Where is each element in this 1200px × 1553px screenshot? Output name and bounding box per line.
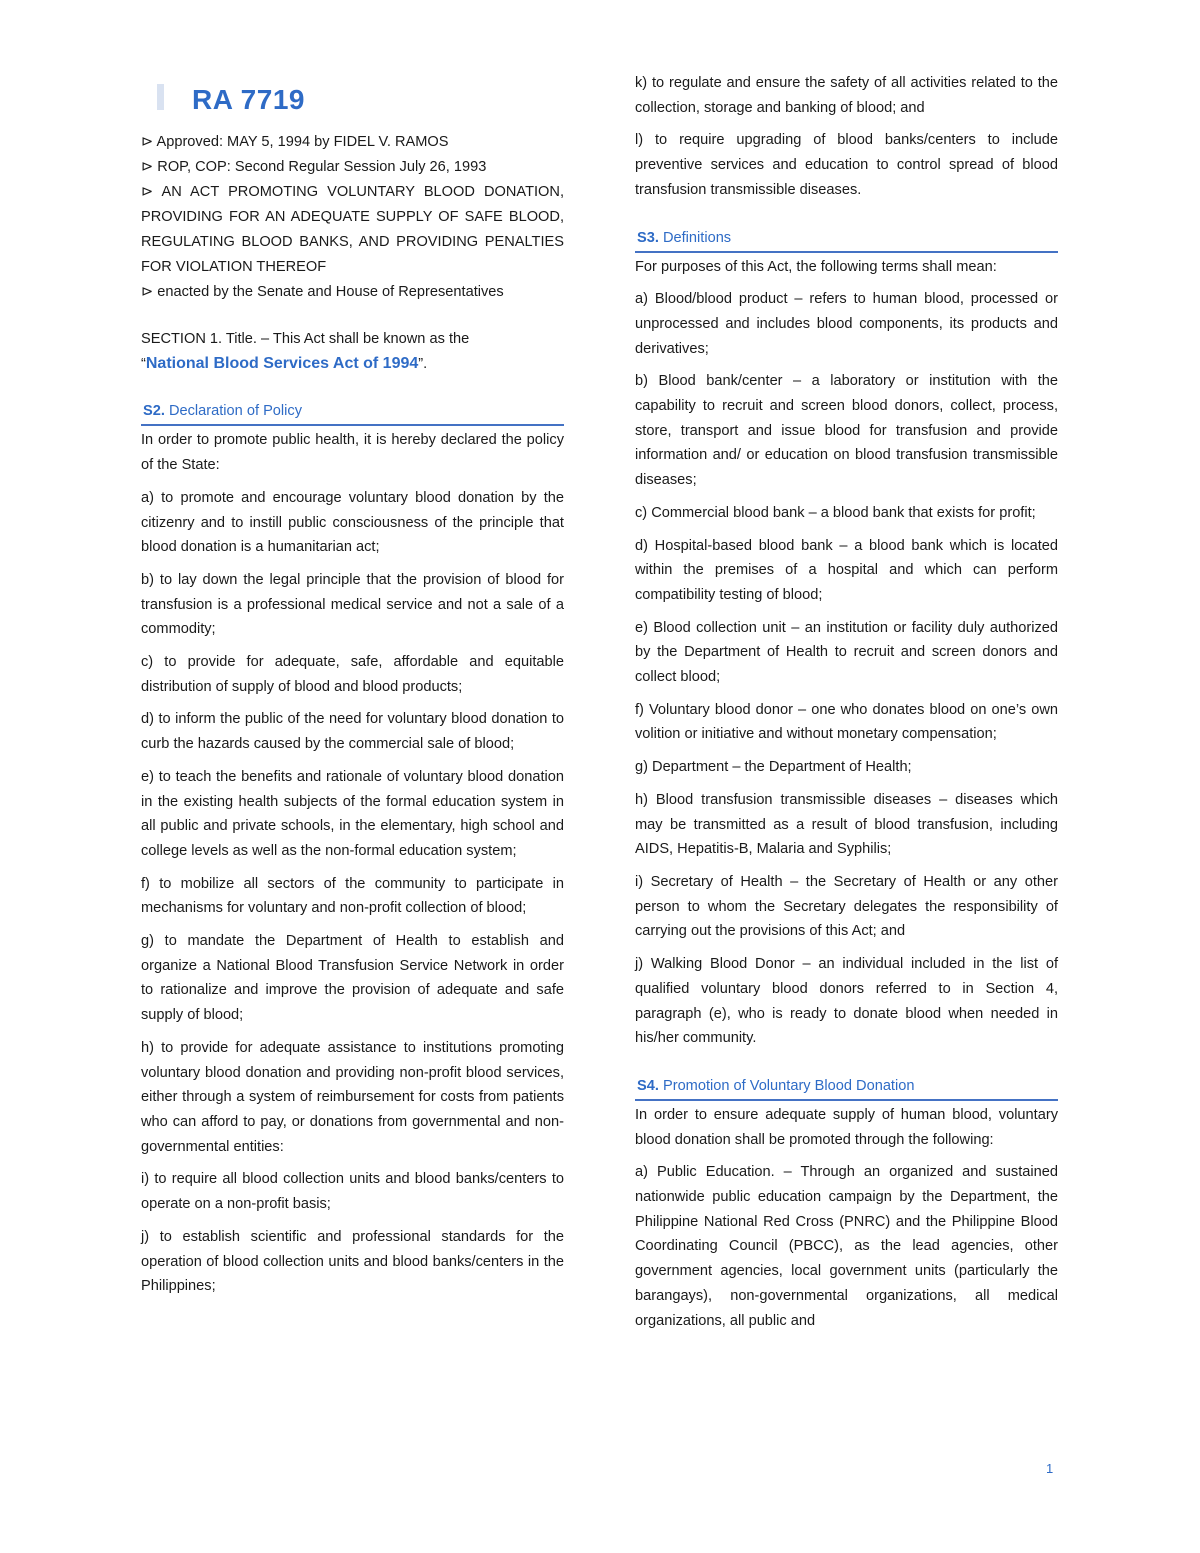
policy-item-b: b) to lay down the legal principle that the provision of blood for transfusion is a professional medical service and not a sale of a commodity;	[141, 571, 564, 638]
definition-item-a: a) Blood/blood product – refers to human blood, processed or unprocessed and includes blood components, its products and derivatives;	[635, 291, 1058, 357]
policy-item-a: a) to promote and encourage voluntary blood donation by the citizenry and to instill public consciousness of the principle that blood donation is a humanitarian act;	[141, 489, 564, 556]
policy-item-k: k) to regulate and ensure the safety of all activities related to the collection, storage and banking of blood; and	[635, 75, 1058, 116]
section-3-number: S3.	[637, 229, 659, 246]
meta-act-title: ⊳ AN ACT PROMOTING VOLUNTARY BLOOD DONATION, PROVIDING FOR AN ADEQUATE SUPPLY OF SAFE BLOOD, REGULATING BLOOD BANKS, AND PROVIDING PENALTIES FOR VIOLATION THEREOF	[141, 184, 564, 275]
meta-enacted: ⊳ enacted by the Senate and House of Representatives	[141, 284, 504, 300]
policy-item-g: g) to mandate the Department of Health to establish and organize a National Blood Transfusion Service Network in order to rationalize and improve the provision of adequate and safe supply of blood;	[141, 933, 564, 1024]
section-4-title: Promotion of Voluntary Blood Donation	[662, 1077, 915, 1094]
definition-item-j: j) Walking Blood Donor – an individual included in the list of qualified voluntary blood donors referred to in Section 4, paragraph (e), who is ready to donate blood when needed in his/her community.	[635, 956, 1058, 1047]
open-quote: “	[141, 355, 146, 372]
title-accent-bar	[157, 84, 164, 110]
policy-item-d: d) to inform the public of the need for voluntary blood donation to curb the hazards caused by the commercial sale of blood;	[141, 711, 564, 753]
section-2-title: Declaration of Policy	[168, 403, 302, 420]
section-4-intro: In order to ensure adequate supply of human blood, voluntary blood donation shall be promoted through the following:	[635, 1106, 1058, 1148]
policy-item-e: e) to teach the benefits and rationale of voluntary blood donation in the existing health subjects of the formal education system in all public and private schools, in the elementary, high school and college levels as well as the non-formal education system;	[141, 768, 564, 859]
section-2-number: S2.	[143, 403, 165, 420]
definition-item-i: i) Secretary of Health – the Secretary of Health or any other person to whom the Secretary delegates the responsibility of carrying out the provisions of this Act; and	[635, 873, 1058, 940]
policy-item-i: i) to require all blood collection units and blood banks/centers to operate on a non-profit basis;	[141, 1171, 564, 1213]
policy-item-f: f) to mobilize all sectors of the community to participate in mechanisms for voluntary and non-profit collection of blood;	[141, 875, 564, 917]
policy-item-h: h) to provide for adequate assistance to institutions promoting voluntary blood donation and providing non-profit blood services, either through a system of reimbursement for costs from patients who can afford to pay, or donations from governmental and non-governmental entities:	[141, 1039, 564, 1155]
page-number: 1	[1046, 1461, 1054, 1476]
policy-item-c: c) to provide for adequate, safe, affordable and equitable distribution of supply of blood and blood products;	[141, 654, 564, 695]
policy-item-l: l) to require upgrading of blood banks/centers to include preventive services and education to control spread of blood transfusion transmissible diseases.	[635, 132, 1058, 198]
definition-item-f: f) Voluntary blood donor – one who donates blood on one’s own volition or initiative and without monetary compensation;	[635, 701, 1058, 743]
act-short-name: National Blood Services Act of 1994	[145, 354, 419, 372]
definition-item-g: g) Department – the Department of Health;	[635, 759, 912, 776]
close-quote: ”.	[418, 355, 428, 372]
section-4-heading	[635, 1075, 1058, 1101]
definition-item-e: e) Blood collection unit – an institution or facility duly authorized by the Department of Health to recruit and screen donors and collect blood;	[635, 619, 1058, 686]
section-4-number: S4.	[637, 1077, 659, 1094]
left-column	[141, 70, 564, 1299]
definition-item-h: h) Blood transfusion transmissible diseases – diseases which may be transmitted as a result of blood transfusion, including AIDS, Hepatitis-B, Malaria and Syphilis;	[635, 791, 1058, 858]
section-2-intro: In order to promote public health, it is hereby declared the policy of the State:	[141, 432, 564, 474]
meta-block	[141, 130, 564, 305]
promotion-item-a: a) Public Education. – Through an organized and sustained nationwide public education campaign by the Department, the Philippine National Red Cross (PNRC) and the Philippine Blood Coordinating Council (PBCC), as the lead agencies, other government agencies, local government units (particularly the barangays), non-governmental organizations, all medical organizations, all public and	[635, 1164, 1058, 1329]
definition-item-c: c) Commercial blood bank – a blood bank that exists for profit;	[635, 504, 1036, 521]
section-3-title: Definitions	[662, 229, 732, 246]
section-1-text: SECTION 1. Title. – This Act shall be known as the	[141, 331, 470, 347]
policy-item-j: j) to establish scientific and professional standards for the operation of blood collection units and blood banks/centers in the Philippines;	[141, 1228, 564, 1295]
section-1-act-name-line	[141, 352, 564, 377]
meta-session: ⊳ ROP, COP: Second Regular Session July 26, 1993	[141, 159, 487, 175]
definition-item-d: d) Hospital-based blood bank – a blood bank which is located within the premises of a hospital and which can perform compatibility testing of blood;	[635, 537, 1058, 603]
document-title: RA 7719	[192, 84, 305, 115]
right-column	[635, 71, 1058, 1333]
title-row	[141, 70, 564, 126]
section-3-heading	[635, 227, 1058, 253]
definition-item-b: b) Blood bank/center – a laboratory or institution with the capability to recruit and screen blood donors, collect, process, store, transport and issue blood for transfusion and provide information and/ or education on blood transfusion transmissible diseases;	[635, 373, 1058, 489]
section-2-heading	[141, 400, 564, 426]
meta-approved: ⊳ Approved: MAY 5, 1994 by FIDEL V. RAMOS	[141, 134, 449, 150]
section-3-intro: For purposes of this Act, the following terms shall mean:	[635, 258, 997, 275]
